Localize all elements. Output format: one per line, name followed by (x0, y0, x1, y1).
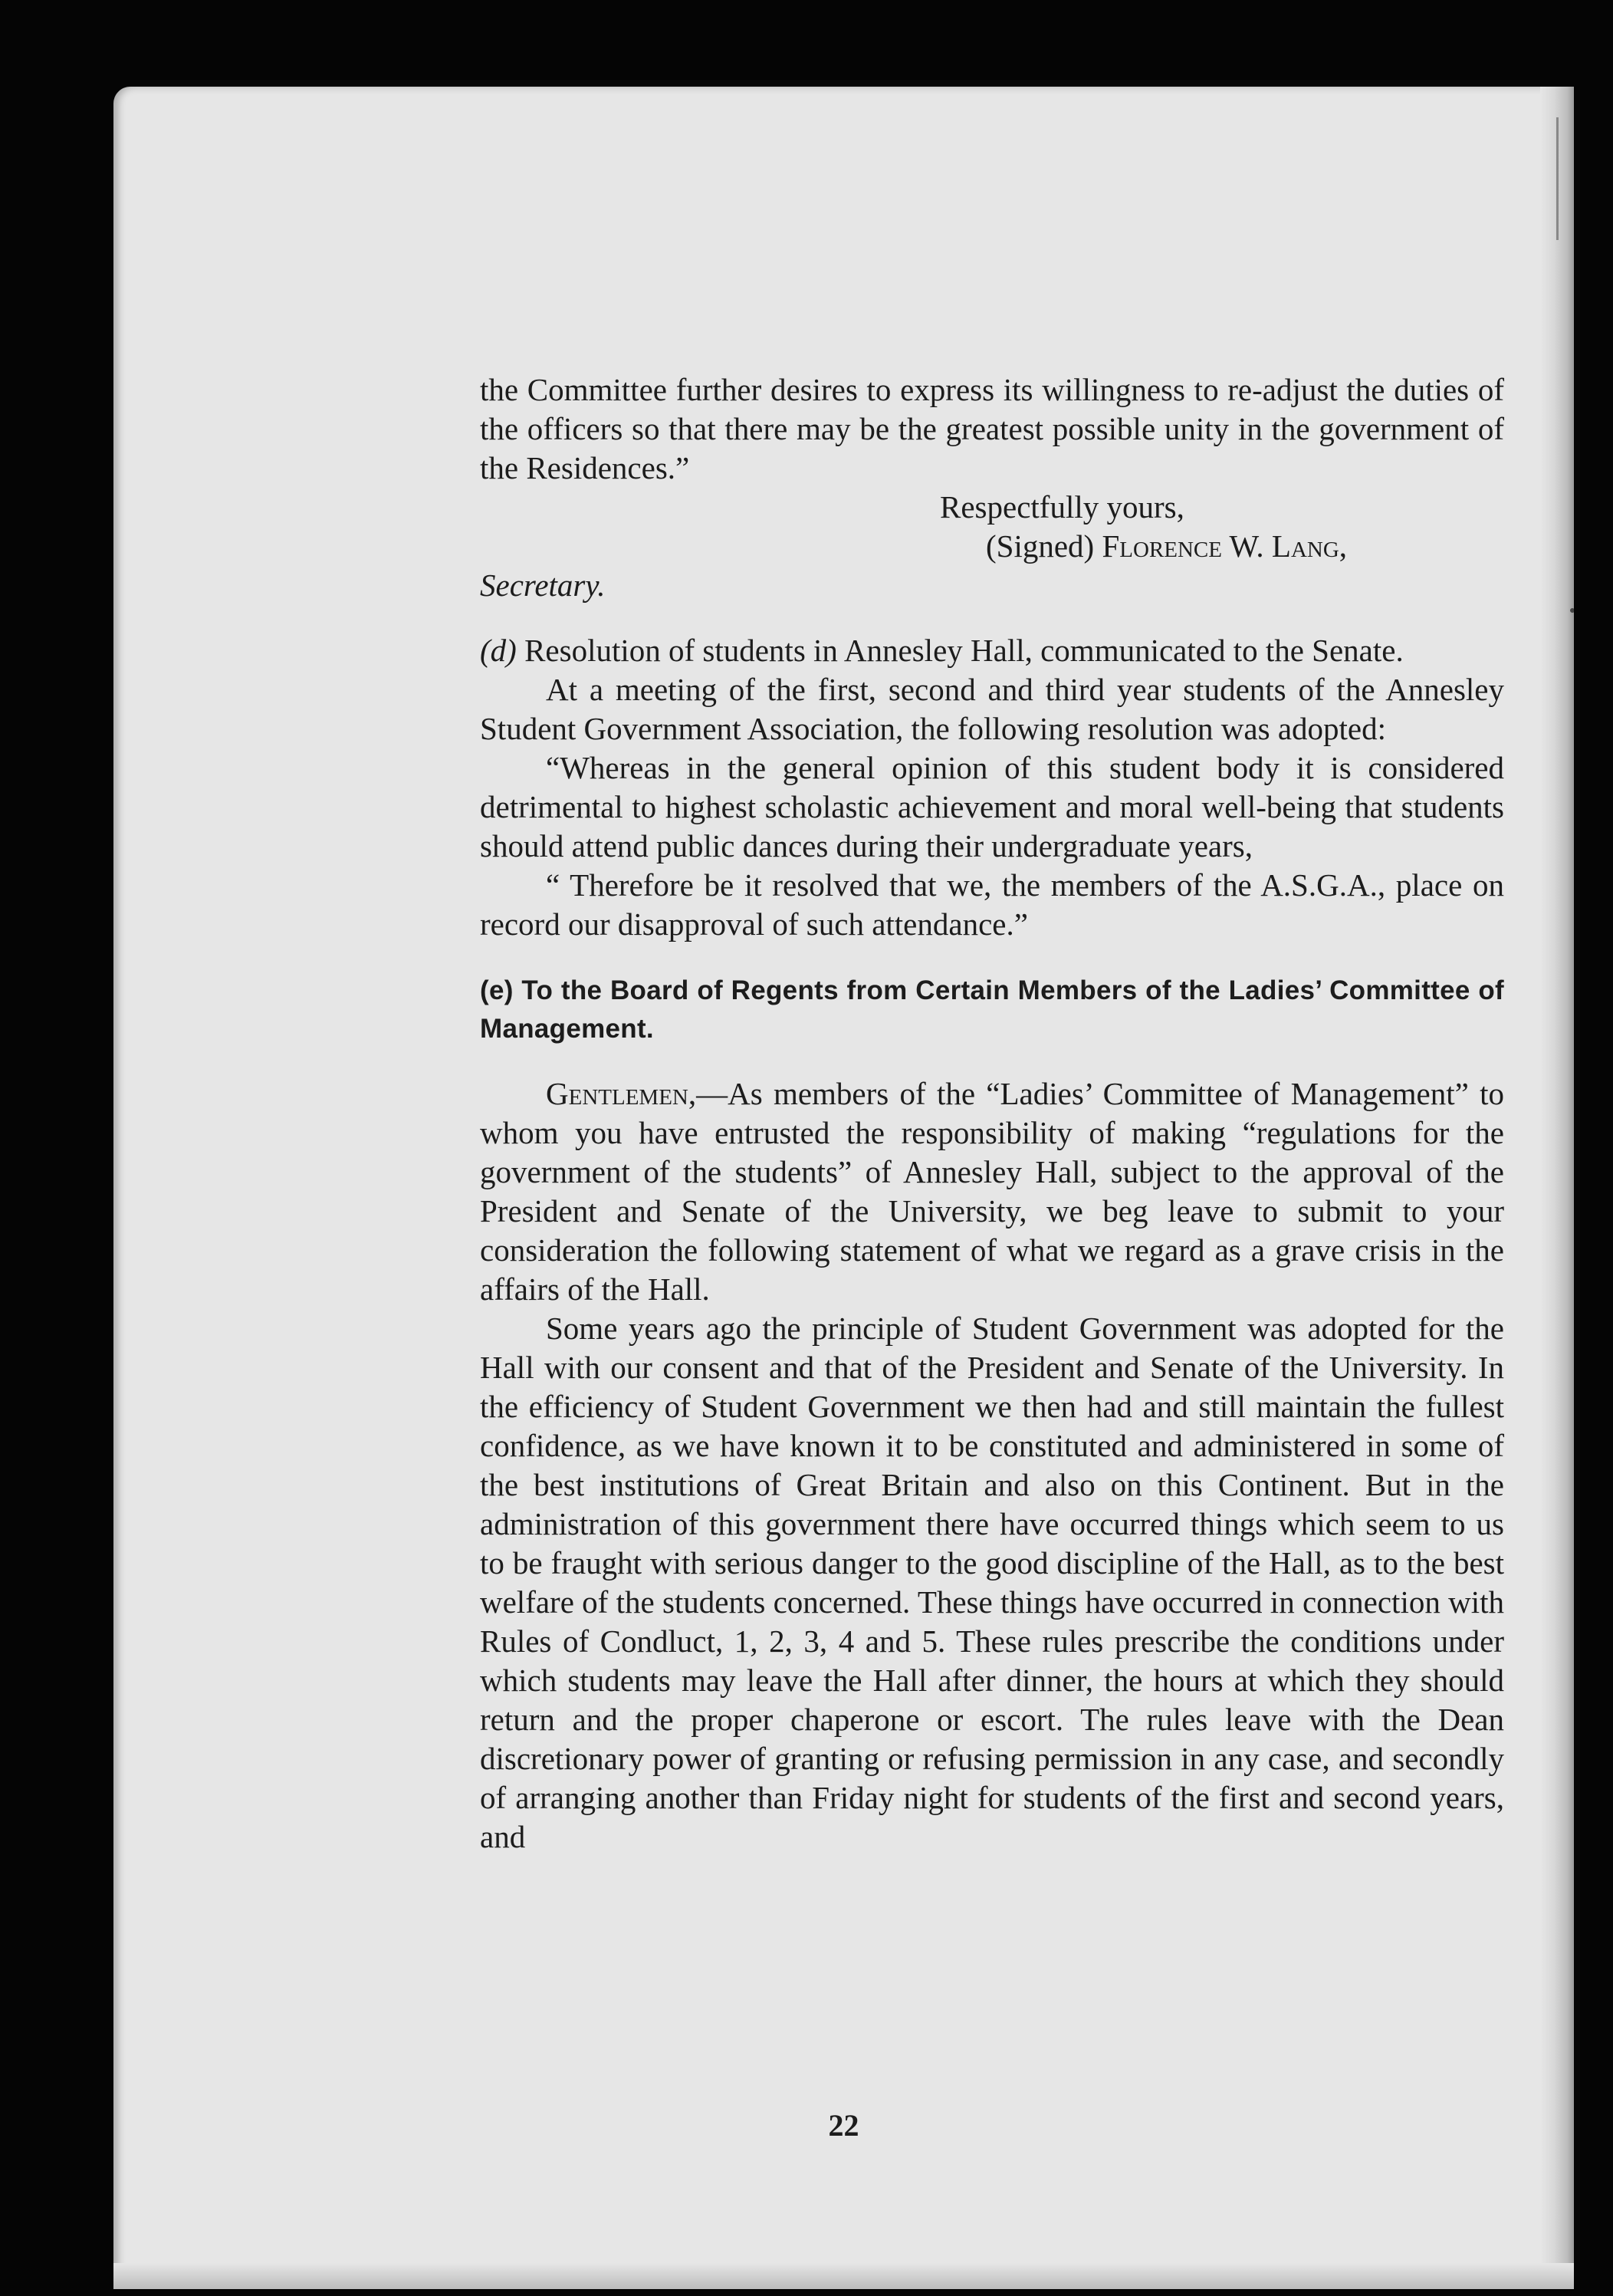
paragraph-whereas: “Whereas in the general opinion of this student body it is considered detrimental to highest scholastic achievement and moral well-being that students should attend public dances during their undergraduate years, (480, 750, 1504, 863)
binding-edge-mark (1556, 117, 1559, 240)
paragraph-meeting: At a meeting of the first, second and third year students of the Annesley Student Government Association, the following resolution was adopted: (480, 672, 1504, 746)
signer-title: Secretary. (480, 567, 606, 603)
signer-name: Florence W. Lang, (1102, 528, 1348, 564)
page-bottom-edge (113, 2263, 1574, 2289)
section-e-heading: (e) To the Board of Regents from Certain Members of the Ladies’ Committee of Management. (480, 975, 1504, 1044)
signed-prefix: (Signed) (986, 528, 1095, 564)
section-d-label: (d) (480, 633, 517, 668)
page-gutter-shadow (1540, 87, 1574, 2289)
section-d-title: Resolution of students in Annesley Hall, communicated to the Senate. (524, 633, 1404, 668)
paragraph-gentlemen-text: —As members of the “Ladies’ Committee of Management” to whom you have entrusted the responsibility of making “regulations for the government of the students” of Annesley Hall, subject to the approval of the President and Senate of the University, we beg leave to submit to your consideration the following statement of what we regard as a grave crisis in the affairs of the Hall. (480, 1076, 1504, 1307)
body-text (480, 370, 1504, 1857)
speck (1570, 608, 1574, 613)
scanned-page (113, 87, 1574, 2289)
paragraph-continuation: the Committee further desires to express its willingness to re-adjust the duties of the officers so that there may be the greatest possible unity in the government of the Residences.” (480, 372, 1504, 485)
signature-line (480, 527, 1504, 566)
paragraph-student-government: Some years ago the principle of Student Government was adopted for the Hall with our consent and that of the President and Senate of the University. In the efficiency of Student Government we then had and still maintain the fullest confidence, as we have known it to be constituted and administered in some of the best institutions of Great Britain and also on this Continent. But in the administration of this government there have occurred things which seem to us to be fraught with serious danger to the good discipline of the Hall, as to the best welfare of the students concerned. These things have occurred in connection with Rules of Condluct, 1, 2, 3, 4 and 5. These rules prescribe the conditions under which students may leave the Hall after dinner, the hours at which they should return and the proper chaperone or escort. The rules leave with the Dean discretionary power of granting or refusing permission in any case, and secondly of arranging another than Friday night for students of the first and second years, and (480, 1311, 1504, 1854)
paragraph-therefore: “ Therefore be it resolved that we, the members of the A.S.G.A., place on record our disapproval of such attendance.” (480, 867, 1504, 942)
page-number: 22 (828, 2108, 859, 2143)
salutation: Gentlemen, (546, 1076, 697, 1111)
section-d-heading (480, 631, 1504, 670)
paragraph-gentlemen (480, 1074, 1504, 1309)
closing-line: Respectfully yours, (940, 489, 1184, 525)
